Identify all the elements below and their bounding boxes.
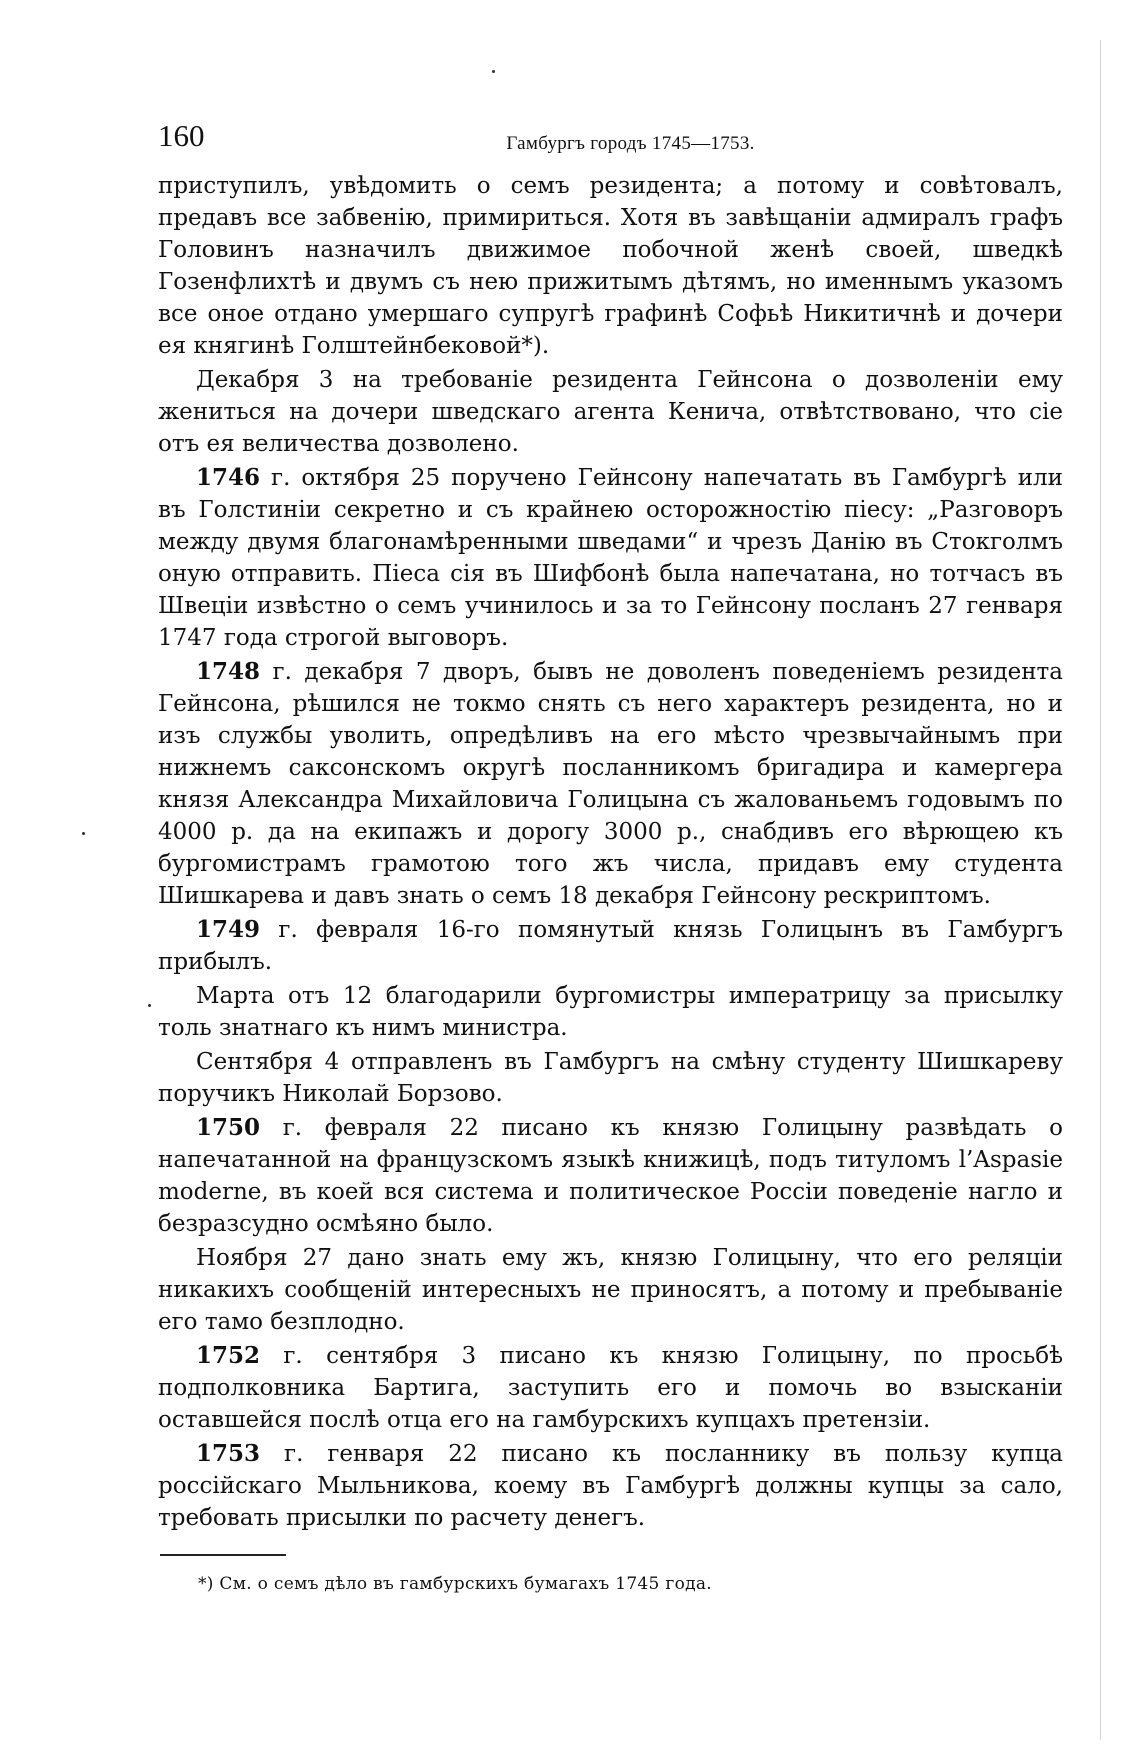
paragraph: [158, 980, 1063, 1044]
paragraph: [158, 656, 1063, 912]
paragraph-year: 1748: [196, 658, 261, 685]
paragraph-year: 1750: [196, 1114, 261, 1141]
paragraph-text: Декабря 3 на требованіе резидента Гейнсона о дозволеніи ему жениться на дочери шведскаго агента Кенича, отвѣтствовано, что сіе отъ ея величества дозволено.: [158, 367, 1063, 457]
paragraph: [158, 1242, 1063, 1338]
paragraph-text: г. февраля 16-го помянутый князь Голицынъ въ Гамбургъ прибылъ.: [158, 917, 1063, 975]
paragraph-text: Марта отъ 12 благодарили бургомистры императрицу за присылку толь знатнаго къ нимъ министра.: [158, 983, 1063, 1041]
paragraph: [158, 1438, 1063, 1534]
scan-speck: [492, 70, 495, 73]
paragraph-text: г. февраля 22 писано къ князю Голицыну развѣдать о напечатанной на французскомъ языкѣ книжицѣ, подъ титуломъ l’Aspasie moderne, въ коей вся система и политическое Россіи поведеніе нагло и безразсудно осмѣяно было.: [158, 1115, 1063, 1237]
paragraph: [158, 364, 1063, 460]
paragraph-year: 1749: [196, 916, 261, 943]
paragraph-text: г. декабря 7 дворъ, бывъ не доволенъ поведеніемъ резидента Гейнсона, рѣшился не токмо снять съ него характеръ резидента, но и изъ службы уволить, опредѣливъ на его мѣсто чрезвычайнымъ при нижнемъ саксонскомъ округѣ посланникомъ бригадира и камергера князя Александра Михайловича Голицына съ жалованьемъ годовымъ по 4000 р. да на екипажъ и дорогу 3000 р., снабдивъ его вѣрющею къ бургомистрамъ грамотою того жъ числа, придавъ ему студента Шишкарева и давъ знать о семъ 18 декабря Гейнсону рескриптомъ.: [158, 659, 1063, 909]
running-title: Гамбургъ городъ 1745—1753.: [506, 133, 755, 154]
paragraph-text: г. сентября 3 писано къ князю Голицыну, по просьбѣ подполковника Бартига, заступить его и помочь во взысканіи оставшейся послѣ отца его на гамбурскихъ купцахъ претензіи.: [158, 1343, 1063, 1433]
body-text: [158, 170, 1063, 1536]
paragraph-year: 1753: [196, 1440, 261, 1467]
paragraph-text: г. октября 25 поручено Гейнсону напечатать въ Гамбургѣ или въ Голстиніи секретно и съ крайнею осторожностію піесу: „Разговоръ между двумя благонамѣренными шведами“ и чрезъ Данію въ Стокголмъ оную отправить. Піеса сія въ Шифбонѣ была напечатана, но тотчасъ въ Швеціи извѣстно о семъ учинилось и за то Гейнсону посланъ 27 генваря 1747 года строгой выговоръ.: [158, 465, 1063, 651]
paragraph: [158, 1340, 1063, 1436]
scan-gutter-line: [1100, 40, 1101, 1740]
page-number: 160: [158, 118, 205, 153]
paragraph: [158, 914, 1063, 978]
paragraph-text: приступилъ, увѣдомить о семъ резидента; а потому и совѣтовалъ, предавъ все забвенію, примириться. Хотя въ завѣщаніи адмиралъ графъ Головинъ назначилъ движимое побочной женѣ своей, шведкѣ Гозенфлихтѣ и двумъ съ нею прижитымъ дѣтямъ, но именнымъ указомъ все оное отдано умершаго супругѣ графинѣ Софьѣ Никитичнѣ и дочери ея княгинѣ Голштейнбековой*).: [158, 173, 1063, 359]
scan-speck: [148, 1004, 151, 1007]
paragraph: [158, 462, 1063, 654]
scan-speck: [82, 832, 85, 835]
paragraph-year: 1752: [196, 1342, 261, 1369]
paragraph: [158, 1112, 1063, 1240]
paragraph-year: 1746: [196, 464, 261, 491]
footnote-rule: [160, 1554, 286, 1556]
footnote: *) См. о семъ дѣло въ гамбурскихъ бумагахъ 1745 года.: [198, 1574, 713, 1594]
page-header: [158, 118, 1063, 158]
paragraph-text: Ноября 27 дано знать ему жъ, князю Голицыну, что его реляціи никакихъ сообщеній интересныхъ не приносятъ, а потому и пребываніе его тамо безплодно.: [158, 1245, 1063, 1335]
paragraph-text: г. генваря 22 писано къ посланнику въ пользу купца россійскаго Мыльникова, коему въ Гамбургѣ должны купцы за сало, требовать присылки по расчету денегъ.: [158, 1441, 1063, 1531]
paragraph-text: Сентября 4 отправленъ въ Гамбургъ на смѣну студенту Шишкареву поручикъ Николай Борзово.: [158, 1049, 1063, 1107]
paragraph: [158, 170, 1063, 362]
paragraph: [158, 1046, 1063, 1110]
